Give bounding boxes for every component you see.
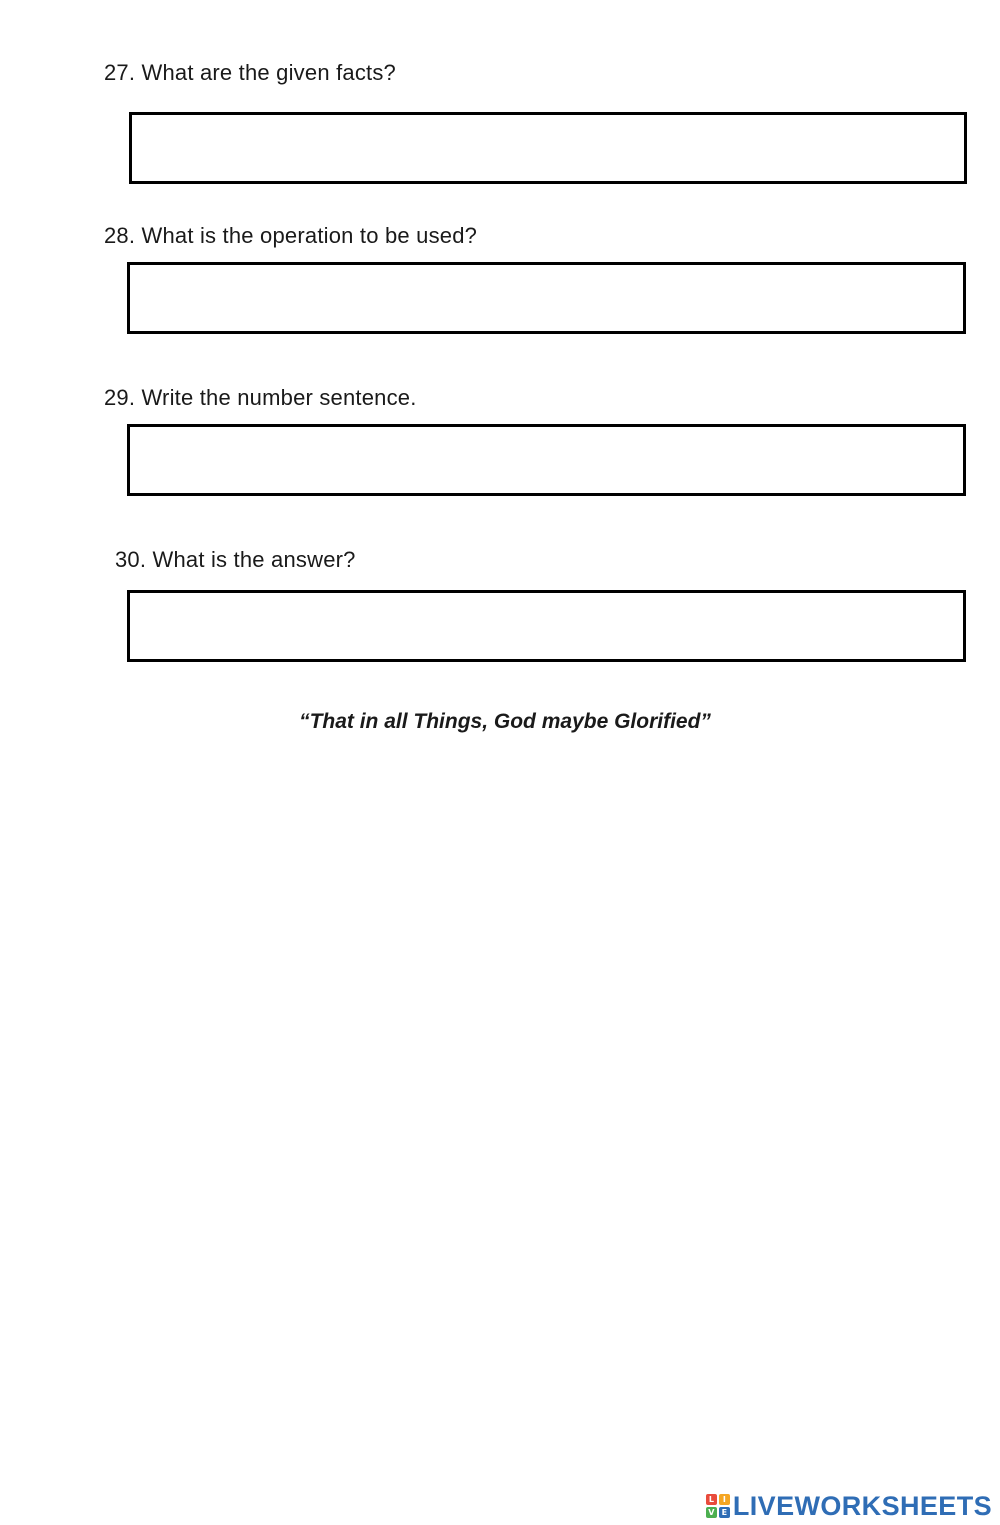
brand-name: LIVEWORKSHEETS xyxy=(732,1490,992,1521)
question-27-label: 27. What are the given facts? xyxy=(104,60,396,85)
question-30-label: 30. What is the answer? xyxy=(115,547,356,572)
answer-29-input[interactable] xyxy=(127,424,966,496)
liveworksheets-logo-icon xyxy=(706,1494,730,1518)
school-motto: “That in all Things, God maybe Glorified” xyxy=(299,710,711,733)
logo-tile-l: L xyxy=(706,1494,717,1505)
logo-tile-e: E xyxy=(719,1507,730,1518)
logo-tile-i: I xyxy=(719,1494,730,1505)
question-28-label: 28. What is the operation to be used? xyxy=(104,223,478,248)
answer-27-input[interactable] xyxy=(129,112,967,184)
question-29-label: 29. Write the number sentence. xyxy=(104,385,417,410)
logo-tile-v: V xyxy=(706,1507,717,1518)
liveworksheets-brand xyxy=(706,1488,992,1524)
answer-30-input[interactable] xyxy=(127,590,966,662)
answer-28-input[interactable] xyxy=(127,262,966,334)
